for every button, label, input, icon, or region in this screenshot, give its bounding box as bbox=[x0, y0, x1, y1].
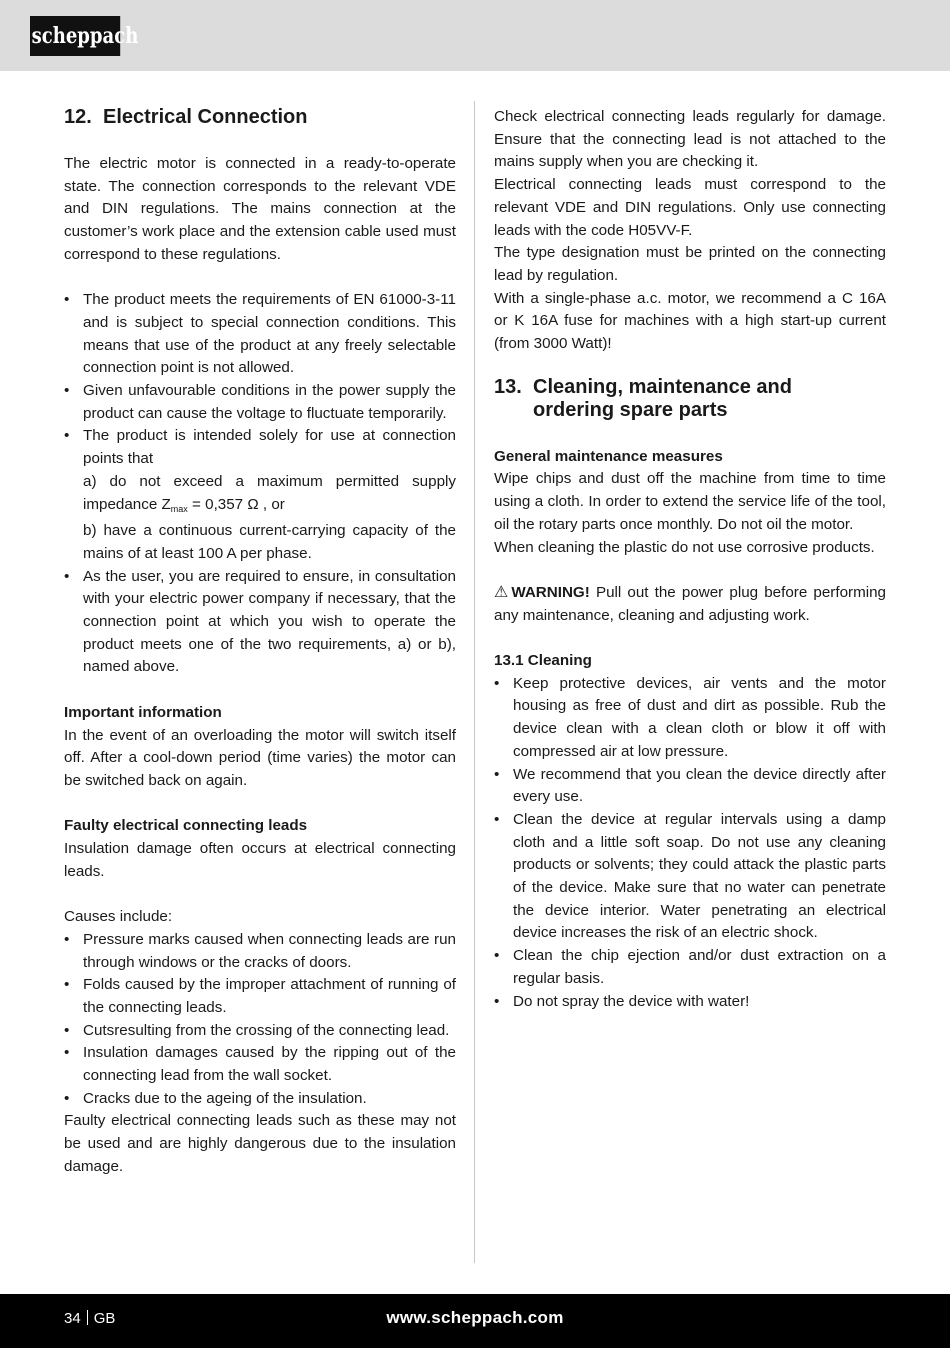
cleaning-heading: 13.1 Cleaning bbox=[494, 652, 592, 670]
causes-list bbox=[64, 929, 456, 1111]
language-code: GB bbox=[93, 1310, 116, 1327]
warning-triangle-icon: ⚠ bbox=[494, 583, 509, 601]
general-maintenance-paragraph: Wipe chips and dust off the machine from time to time using a cloth. In order to extend the service life of the tool, oil the rotary parts once monthly. Do not oil the motor. bbox=[494, 470, 886, 533]
list-item: • We recommend that you clean the device directly after every use. bbox=[494, 764, 886, 809]
list-item: • Insulation damages caused by the ripping out of the connecting lead from the wall socket. bbox=[64, 1042, 456, 1087]
page-header bbox=[0, 0, 950, 71]
page-number: 34 GB bbox=[64, 1310, 116, 1327]
list-item: • Clean the chip ejection and/or dust extraction on a regular basis. bbox=[494, 945, 886, 990]
list-item: • Keep protective devices, air vents and the motor housing as free of dust and dirt as possible. Rub the device clean with a clean cloth or blow it off with compressed air at low pressure. bbox=[494, 673, 886, 764]
warning-paragraph: ⚠ WARNING! Pull out the power plug before performing any maintenance, cleaning and adjusting work. bbox=[494, 583, 886, 624]
closing-paragraph: Faulty electrical connecting leads such as these may not be used and are highly dangerous due to the insulation damage. bbox=[64, 1112, 456, 1175]
left-column bbox=[64, 106, 456, 1179]
section-13-heading: 13. Cleaning, maintenance and ordering spare parts bbox=[494, 375, 792, 421]
page-footer bbox=[0, 1294, 950, 1348]
requirements-list bbox=[64, 289, 456, 679]
list-item: • Cracks due to the ageing of the insulation. bbox=[64, 1088, 456, 1111]
list-item: • Given unfavourable conditions in the power supply the product can cause the voltage to fluctuate temporarily. bbox=[64, 380, 456, 425]
list-item: • Do not spray the device with water! bbox=[494, 991, 886, 1014]
faulty-heading: Faulty electrical connecting leads bbox=[64, 817, 308, 835]
plastic-cleaning-paragraph: When cleaning the plastic do not use corrosive products. bbox=[494, 538, 875, 556]
requirement-a: a) do not exceed a maximum permitted supply impedance $Z_{max} = 0,357$ Ω , or bbox=[83, 472, 456, 514]
check-leads-paragraph: Check electrical connecting leads regularly for damage. Ensure that the connecting lead is not attached to the mains supply when you are checking it. bbox=[494, 108, 886, 171]
list-item: • Clean the device at regular intervals using a damp cloth and a little soft soap. Do not use any cleaning products or solvents; they could attack the plastic parts of the device. Make sure that no water can penetrate the device interior. Water penetrating an electrical device increases the risk of an electric shock. bbox=[494, 809, 886, 945]
intro-paragraph: The electric motor is connected in a ready-to-operate state. The connection corresponds to the relevant VDE and DIN regulations. The mains connection at the customer’s work place and the extension cable used must correspond to these regulations. bbox=[64, 155, 456, 263]
list-item: • Cutsresulting from the crossing of the connecting lead. bbox=[64, 1020, 456, 1043]
cleaning-list bbox=[494, 673, 886, 1014]
right-column bbox=[494, 106, 886, 1013]
important-heading: Important information bbox=[64, 703, 222, 721]
list-item: • As the user, you are required to ensure, in consultation with your electric power company if necessary, that the connection point at which you wish to operate the product meets one of the two requirements, a) or b), named above. bbox=[64, 566, 456, 680]
fuse-paragraph: With a single-phase a.c. motor, we recommend a C 16A or K 16A fuse for machines with a high start-up current (from 3000 Watt)! bbox=[494, 289, 886, 353]
faulty-paragraph: Insulation damage often occurs at electrical connecting leads. bbox=[64, 840, 456, 880]
list-item: • The product is intended solely for use at connection points that a) do not exceed a maximum permitted supply impedance $Z_{max} = 0,357$ Ω , or b) have a continuous current-carrying capacity of the mains of at least 100 A per phase. bbox=[64, 425, 456, 565]
list-item: • The product meets the requirements of EN 61000-3-11 and is subject to special connection conditions. This means that use of the product at any freely selectable connection point is not allowed. bbox=[64, 289, 456, 380]
list-item: • Pressure marks caused when connecting leads are run through windows or the cracks of doors. bbox=[64, 929, 456, 974]
important-paragraph: In the event of an overloading the motor will switch itself off. After a cool-down period (time varies) the motor can be switched back on again. bbox=[64, 726, 456, 789]
type-designation-paragraph: The type designation must be printed on the connecting lead by regulation. bbox=[494, 244, 886, 284]
causes-heading: Causes include: bbox=[64, 908, 173, 926]
list-item: • Folds caused by the improper attachment of running of the connecting leads. bbox=[64, 974, 456, 1019]
general-maintenance-heading: General maintenance measures bbox=[494, 447, 723, 465]
scheppach-logo: scheppach bbox=[30, 16, 120, 56]
leads-regulations-paragraph: Electrical connecting leads must correspond to the relevant VDE and DIN regulations. Only use connecting leads with the code H05VV-F. bbox=[494, 176, 886, 239]
website-link[interactable]: www.scheppach.com bbox=[386, 1308, 564, 1327]
requirement-b: b) have a continuous current-carrying capacity of the mains of at least 100 A per phase. bbox=[83, 522, 456, 562]
section-12-heading: 12. Electrical Connection bbox=[64, 106, 308, 128]
column-divider bbox=[474, 101, 475, 1263]
